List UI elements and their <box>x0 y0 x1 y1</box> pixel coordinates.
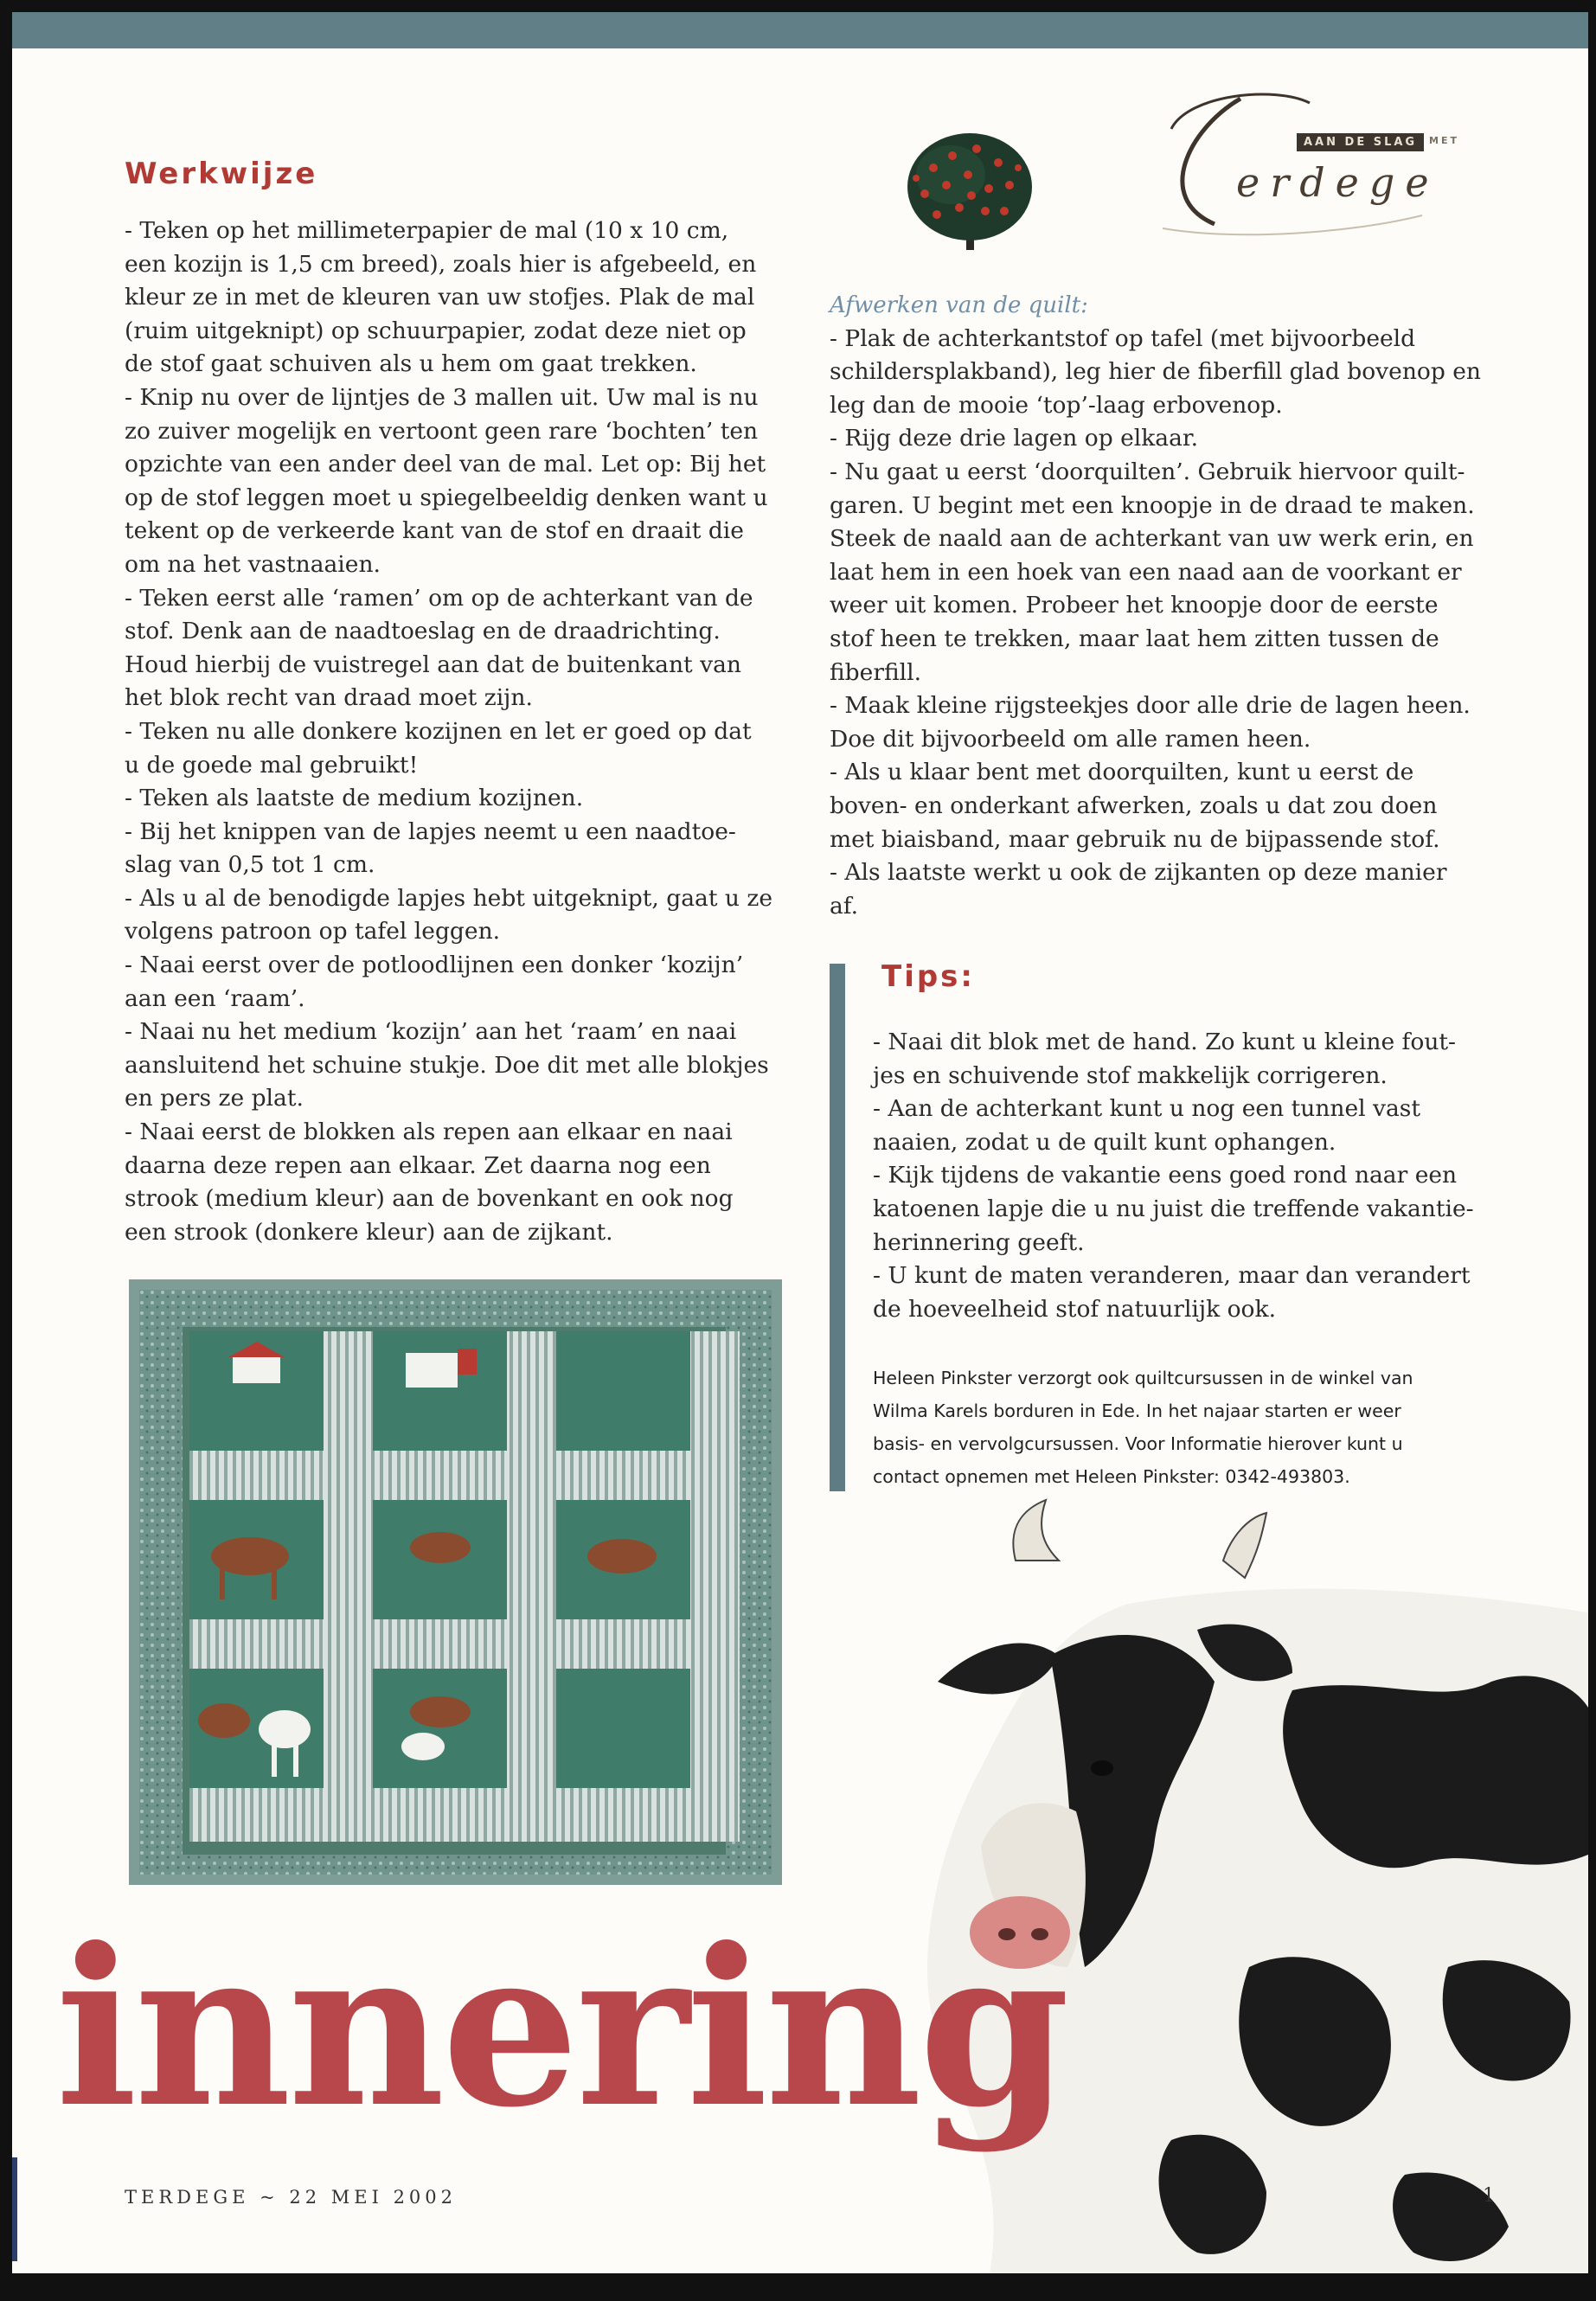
text-line: aansluitend het schuine stukje. Doe dit met alle blokjes <box>125 1051 769 1079</box>
text-line: - Teken op het millimeterpapier de mal (10 x 10 cm, <box>125 217 729 244</box>
quilt-photo <box>129 1279 782 1885</box>
text-line: - U kunt de maten veranderen, maar dan verandert <box>873 1262 1471 1290</box>
text-line: de hoeveelheid stof natuurlijk ook. <box>873 1295 1276 1323</box>
text-line: een strook (donkere kleur) aan de zijkant. <box>125 1218 613 1246</box>
text-line: aan een ‘raam’. <box>125 984 305 1012</box>
text-line: katoenen lapje die u nu juist die treffende vakantie- <box>873 1195 1474 1222</box>
tips-text <box>873 1026 1504 1326</box>
text-line: daarna deze repen aan elkaar. Zet daarna nog een <box>125 1151 711 1179</box>
footer-issue: TERDEGE ~ 22 MEI 2002 <box>125 2187 458 2208</box>
magazine-page <box>12 12 1588 2273</box>
text-line: - Aan de achterkant kunt u nog een tunnel vast <box>873 1095 1421 1123</box>
text-line: - Kijk tijdens de vakantie eens goed rond naar een <box>873 1162 1458 1189</box>
text-line: - Teken nu alle donkere kozijnen en let er goed op dat <box>125 717 752 745</box>
text-line: de stof gaat schuiven als u hem om gaat trekken. <box>125 350 697 378</box>
text-line: Houd hierbij de vuistregel aan dat de buitenkant van <box>125 651 741 678</box>
text-line: stof. Denk aan de naadtoeslag en de draadrichting. <box>125 618 721 645</box>
text-line: - Als laatste werkt u ook de zijkanten op deze manier <box>830 859 1447 887</box>
text-line: u de goede mal gebruikt! <box>125 751 419 779</box>
terdege-logo <box>1137 77 1500 250</box>
text-line: - Naai dit blok met de hand. Zo kunt u kleine fout- <box>873 1029 1456 1055</box>
left-column-text <box>125 215 799 1249</box>
text-line: leg dan de mooie ‘top’-laag erbovenop. <box>830 391 1283 419</box>
text-line: fiberfill. <box>830 658 922 686</box>
text-line: strook (medium kleur) aan de bovenkant en ook nog <box>125 1185 734 1213</box>
afwerken-subheading: Afwerken van de quilt: <box>830 292 1088 318</box>
text-line: boven- en onderkant afwerken, zoals u dat zou doen <box>830 792 1438 819</box>
text-line: zo zuiver mogelijk en vertoont geen rare ‘bochten’ ten <box>125 417 759 445</box>
tips-heading: Tips: <box>881 959 976 994</box>
apple-tree-illustration <box>899 125 1046 254</box>
top-color-bar <box>12 12 1588 48</box>
credit-line: contact opnemen met Heleen Pinkster: 0342-493803. <box>873 1466 1350 1487</box>
tips-side-bar <box>830 964 845 1491</box>
author-credit <box>873 1362 1504 1493</box>
logo-met: MET <box>1429 135 1459 146</box>
text-line: garen. U begint met een knoopje in de draad te maken. <box>830 491 1475 519</box>
text-line: het blok recht van draad moet zijn. <box>125 684 533 712</box>
text-line: - Nu gaat u eerst ‘doorquilten’. Gebruik hiervoor quilt- <box>830 458 1465 485</box>
logo-name: erdege <box>1236 159 1439 206</box>
text-line: - Maak kleine rijgsteekjes door alle drie de lagen heen. <box>830 692 1471 720</box>
text-line: - Bij het knippen van de lapjes neemt u een naadtoe- <box>125 817 736 845</box>
text-line: een kozijn is 1,5 cm breed), zoals hier is afgebeeld, en <box>125 250 757 278</box>
text-line: herinnering geeft. <box>873 1228 1085 1256</box>
text-line: om na het vastnaaien. <box>125 550 381 578</box>
text-line: kleur ze in met de kleuren van uw stofjes. Plak de mal <box>125 284 755 311</box>
text-line: tekent op de verkeerde kant van de stof en draait die <box>125 517 744 545</box>
text-line: opzichte van een ander deel van de mal. Let op: Bij het <box>125 451 766 478</box>
text-line: naaien, zodat u de quilt kunt ophangen. <box>873 1128 1336 1156</box>
text-line: volgens patroon op tafel leggen. <box>125 918 501 945</box>
right-column-text <box>830 289 1513 923</box>
text-line: jes en schuivende stof makkelijk corrigeren. <box>873 1061 1388 1089</box>
text-line: - Naai nu het medium ‘kozijn’ aan het ‘raam’ en naai <box>125 1018 737 1046</box>
text-line: (ruim uitgeknipt) op schuurpapier, zodat deze niet op <box>125 317 747 344</box>
text-line: - Teken eerst alle ‘ramen’ om op de achterkant van de <box>125 584 753 612</box>
page-number: 1 <box>1483 2185 1495 2207</box>
text-line: - Als u al de benodigde lapjes hebt uitgeknipt, gaat u ze <box>125 884 773 912</box>
text-line: - Rijg deze drie lagen op elkaar. <box>830 425 1199 452</box>
text-line: slag van 0,5 tot 1 cm. <box>125 851 375 879</box>
credit-line: Wilma Karels borduren in Ede. In het najaar starten er weer <box>873 1400 1401 1421</box>
text-line: - Als u klaar bent met doorquilten, kunt u eerst de <box>830 759 1414 786</box>
logo-band: AAN DE SLAG <box>1297 133 1424 151</box>
text-line: en pers ze plat. <box>125 1085 304 1112</box>
decorative-big-word: innering <box>55 1900 1067 2155</box>
edge-color-mark <box>12 2157 17 2261</box>
werkwijze-heading: Werkwijze <box>125 157 318 191</box>
text-line: - Teken als laatste de medium kozijnen. <box>125 785 584 812</box>
text-line: stof heen te trekken, maar laat hem zitten tussen de <box>830 625 1439 652</box>
text-line: - Plak de achterkantstof op tafel (met bijvoorbeeld <box>830 324 1416 352</box>
text-line: - Naai eerst over de potloodlijnen een donker ‘kozijn’ <box>125 952 744 979</box>
credit-line: basis- en vervolgcursussen. Voor Informatie hierover kunt u <box>873 1433 1403 1454</box>
text-line: met biaisband, maar gebruik nu de bijpassende stof. <box>830 825 1440 853</box>
text-line: schildersplakband), leg hier de fiberfill glad bovenop en <box>830 358 1481 386</box>
text-line: af. <box>830 892 859 920</box>
text-line: Steek de naald aan de achterkant van uw werk erin, en <box>830 525 1474 553</box>
text-line: - Knip nu over de lijntjes de 3 mallen uit. Uw mal is nu <box>125 383 759 411</box>
credit-line: Heleen Pinkster verzorgt ook quiltcursussen in de winkel van <box>873 1368 1413 1388</box>
text-line: weer uit komen. Probeer het knoopje door de eerste <box>830 592 1439 619</box>
text-line: laat hem in een hoek van een naad aan de voorkant er <box>830 558 1462 586</box>
text-line: - Naai eerst de blokken als repen aan elkaar en naai <box>125 1118 733 1146</box>
text-line: op de stof leggen moet u spiegelbeeldig denken want u <box>125 484 768 511</box>
text-line: Doe dit bijvoorbeeld om alle ramen heen. <box>830 725 1311 753</box>
